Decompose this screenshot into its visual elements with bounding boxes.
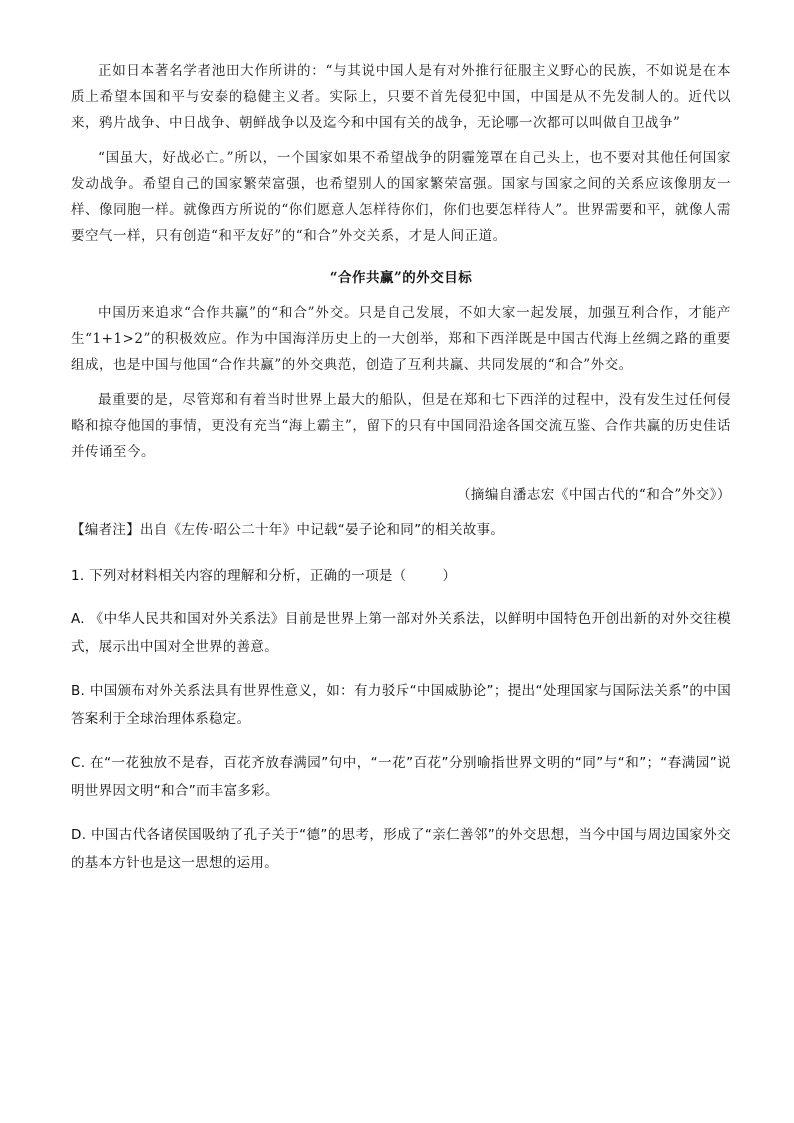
reading-passage (71, 58, 731, 503)
question-stem-text: 1. 下列对材料相关内容的理解和分析，正确的一项是（ (71, 568, 407, 584)
option-a: A. 《中华人民共和国对外关系法》目前是世界上第一部对外关系法，以鲜明中国特色开创出新的对外交往模式，展示出中国对全世界的善意。 (71, 611, 731, 655)
option-c: C. 在“一花独放不是春，百花齐放春满园”句中，“一花”百花”分别喻指世界文明的“同”与“和”；“春满园”说明世界因文明“和合”而丰富多彩。 (71, 755, 731, 799)
question-stem-close: ） (442, 568, 457, 584)
exam-page (71, 58, 731, 877)
option-d: D. 中国古代各诸侯国吸纳了孔子关于“德”的思考，形成了“亲仁善邻”的外交思想，当今中国与周边国家外交的基本方针也是这一思想的运用。 (71, 827, 731, 871)
passage-paragraph: “国虽大，好战必亡。”所以，一个国家如果不希望战争的阴霾笼罩在自己头上，也不要对其他任何国家发动战争。希望自己的国家繁荣富强，也希望别人的国家繁荣富强。国家与国家之间的关系应该像朋友一样、像同胞一样。就像西方所说的“你们愿意人怎样待你们，你们也要怎样待人”。世界需要和平，就像人需要空气一样，只有创造“和平友好”的“和合”外交关系，才是人间正道。 (71, 150, 731, 244)
option-b: B. 中国颁布对外关系法具有世界性意义，如：有力驳斥“中国威胁论”；提出“处理国家与国际法关系”的中国答案利于全球治理体系稳定。 (71, 683, 731, 727)
passage-paragraph: 正如日本著名学者池田大作所讲的：“与其说中国人是有对外推行征服主义野心的民族，不如说是在本质上希望本国和平与安泰的稳健主义者。实际上，只要不首先侵犯中国，中国是从不先发制人的。近代以来，鸦片战争、中日战争、朝鲜战争以及迄今和中国有关的战争，无论哪一次都可以叫做自卫战争” (71, 63, 731, 131)
editor-note: 【编者注】出自《左传·昭公二十年》中记载“晏子论和同”的相关故事。 (71, 522, 505, 538)
passage-paragraph: 中国历来追求“合作共赢”的“和合”外交。只是自己发展，不如大家一起发展，加强互利合作，才能产生“1+1>2”的积极效应。作为中国海洋历史上的一大创举，郑和下西洋既是中国古代海上丝绸之路的重要组成，也是中国与他国“合作共赢”的外交典范，创造了互利共赢、共同发展的“和合”外交。 (71, 305, 731, 373)
section-heading: “合作共赢”的外交目标 (329, 270, 473, 286)
passage-source: （摘编自潘志宏《中国古代的“和合”外交》） (456, 487, 731, 503)
question-stem (71, 563, 731, 589)
passage-paragraph: 最重要的是，尽管郑和有着当时世界上最大的船队，但是在郑和七下西洋的过程中，没有发生过任何侵略和掠夺他国的事情，更没有充当“海上霸主”，留下的只有中国同沿途各国交流互鉴、合作共赢的历史佳话并传诵至今。 (71, 392, 731, 460)
